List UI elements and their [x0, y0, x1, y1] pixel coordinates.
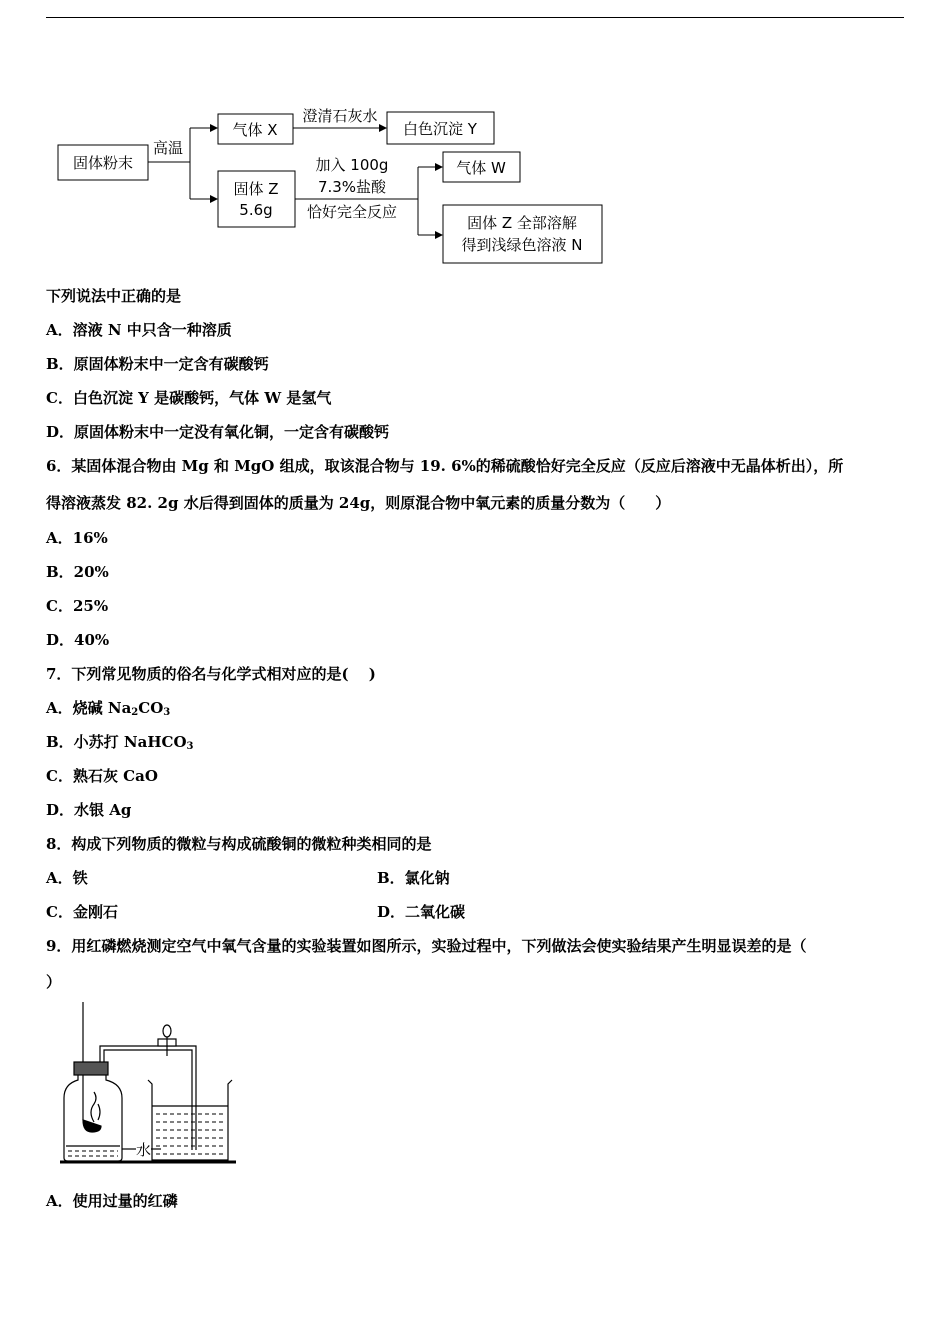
- label-acid-line2: 7.3%盐酸: [317, 178, 387, 196]
- q5-option-a[interactable]: A．溶液 N 中只含一种溶质: [46, 321, 232, 339]
- gas-bottle: [64, 1075, 122, 1161]
- beaker: [148, 1080, 232, 1160]
- label-gas-w: 气体 W: [456, 159, 506, 177]
- q8-option-c[interactable]: C．金刚石: [46, 903, 118, 921]
- flame-icon: [91, 1092, 100, 1122]
- q8-stem: 8．构成下列物质的微粒与构成硫酸铜的微粒种类相同的是: [46, 835, 432, 853]
- label-solid-powder: 固体粉末: [72, 154, 134, 172]
- q6-option-a[interactable]: A．16%: [46, 529, 108, 547]
- q7-option-c[interactable]: C．熟石灰 CaO: [46, 767, 158, 785]
- q8-option-d[interactable]: D．二氧化碳: [377, 903, 466, 921]
- q6-stem-line1: 6．某固体混合物由 Mg 和 MgO 组成，取该混合物与 19. 6%的稀硫酸恰好完全反应（反应后溶液中无晶体析出），所: [46, 457, 844, 475]
- q9-stem-line2: ）: [46, 973, 62, 991]
- q6-option-d[interactable]: D．40%: [46, 631, 110, 649]
- q5-stem: 下列说法中正确的是: [46, 287, 182, 305]
- q9-option-a[interactable]: A．使用过量的红磷: [46, 1192, 178, 1210]
- label-result-line1: 固体 Z 全部溶解: [467, 214, 577, 232]
- label-high-temp: 高温: [153, 139, 184, 157]
- label-limewater: 澄清石灰水: [302, 107, 378, 125]
- combustion-spoon: [83, 1120, 101, 1132]
- rubber-stopper: [74, 1062, 108, 1075]
- header-rule: [46, 17, 904, 18]
- q7-option-b[interactable]: B．小苏打 NaHCO$_3$: [46, 733, 194, 752]
- q8-option-b[interactable]: B．氯化钠: [377, 869, 450, 887]
- label-solid-z-mass: 5.6g: [239, 201, 273, 219]
- experiment-apparatus: [56, 998, 241, 1168]
- flow-diagram: [40, 95, 620, 270]
- label-acid-line1: 加入 100g: [315, 156, 389, 174]
- q5-option-c[interactable]: C．白色沉淀 Y 是碳酸钙，气体 W 是氢气: [46, 389, 332, 407]
- connecting-tube: [100, 1046, 196, 1150]
- label-white-precipitate: 白色沉淀 Y: [403, 120, 477, 138]
- q6-option-b[interactable]: B．20%: [46, 563, 109, 581]
- label-acid-line3: 恰好完全反应: [306, 203, 398, 221]
- q7-stem: 7．下列常见物质的俗名与化学式相对应的是( ): [46, 665, 376, 683]
- q6-stem-line2: 得溶液蒸发 82. 2g 水后得到固体的质量为 24g，则原混合物中氧元素的质量分数为（ ）: [46, 494, 671, 512]
- q5-option-b[interactable]: B．原固体粉末中一定含有碳酸钙: [46, 355, 269, 373]
- water-label: 水: [136, 1141, 152, 1159]
- q5-option-d[interactable]: D．原固体粉末中一定没有氧化铜，一定含有碳酸钙: [46, 423, 390, 441]
- q6-option-c[interactable]: C．25%: [46, 597, 109, 615]
- label-gas-x: 气体 X: [232, 121, 278, 139]
- q9-stem-line1: 9．用红磷燃烧测定空气中氧气含量的实验装置如图所示，实验过程中，下列做法会使实验结果产生明显误差的是（: [46, 937, 807, 955]
- q7-option-d[interactable]: D．水银 Ag: [46, 801, 132, 819]
- label-solid-z: 固体 Z: [233, 180, 279, 198]
- q7-option-a[interactable]: A．烧碱 $Na_2CO_3$: [46, 699, 171, 718]
- label-result-line2: 得到浅绿色溶液 N: [461, 236, 583, 254]
- q8-option-a[interactable]: A．铁: [46, 869, 88, 887]
